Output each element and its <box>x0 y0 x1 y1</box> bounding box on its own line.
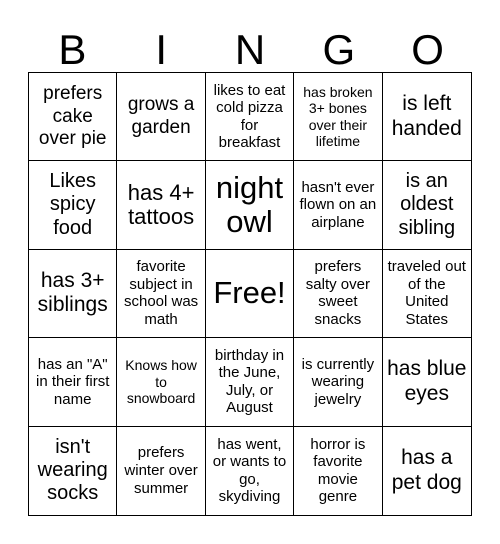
bingo-cell-r3-c5[interactable]: traveled out of the United States <box>383 250 471 338</box>
bingo-cell-r5-c4[interactable]: horror is favorite movie genre <box>294 427 382 515</box>
bingo-cell-r1-c4[interactable]: has broken 3+ bones over their lifetime <box>294 73 382 161</box>
bingo-cell-r2-c3[interactable]: night owl <box>206 161 294 249</box>
bingo-cell-r4-c1[interactable]: has an "A" in their first name <box>29 338 117 426</box>
bingo-cell-r3-c4[interactable]: prefers salty over sweet snacks <box>294 250 382 338</box>
bingo-cell-free-space[interactable]: Free! <box>206 250 294 338</box>
bingo-cell-r2-c1[interactable]: Likes spicy food <box>29 161 117 249</box>
bingo-cell-r1-c5[interactable]: is left handed <box>383 73 471 161</box>
bingo-cell-r2-c4[interactable]: hasn't ever flown on an airplane <box>294 161 382 249</box>
bingo-board <box>28 72 472 516</box>
bingo-cell-r4-c5[interactable]: has blue eyes <box>383 338 471 426</box>
bingo-cell-r4-c2[interactable]: Knows how to snowboard <box>117 338 205 426</box>
header-letter-i: I <box>155 26 168 73</box>
header-letter-o: O <box>411 26 444 73</box>
bingo-cell-r1-c3[interactable]: likes to eat cold pizza for breakfast <box>206 73 294 161</box>
bingo-cell-r4-c4[interactable]: is currently wearing jewelry <box>294 338 382 426</box>
bingo-cell-r5-c5[interactable]: has a pet dog <box>391 446 462 494</box>
bingo-cell-r5-c1[interactable]: isn't wearing socks <box>29 427 117 515</box>
bingo-cell-r2-c2[interactable]: has 4+ tattoos <box>117 161 205 249</box>
bingo-cell-r5-c3[interactable]: has went, or wants to go, skydiving <box>206 427 294 515</box>
bingo-cell-r3-c2[interactable]: favorite subject in school was math <box>117 250 205 338</box>
header-letter-g: G <box>322 26 356 73</box>
header-letter-b: B <box>58 26 87 73</box>
bingo-header <box>28 28 472 72</box>
bingo-cell-r2-c5[interactable]: is an oldest sibling <box>383 161 471 249</box>
bingo-cell-r1-c1[interactable]: prefers cake over pie <box>29 73 117 161</box>
header-letter-n: N <box>234 26 266 73</box>
bingo-cell-r1-c2[interactable]: grows a garden <box>117 73 205 161</box>
bingo-cell-r3-c1[interactable]: has 3+ siblings <box>29 250 117 338</box>
bingo-cell-r5-c2[interactable]: prefers winter over summer <box>117 427 205 515</box>
bingo-cell-r4-c3[interactable]: birthday in the June, July, or August <box>206 338 294 426</box>
